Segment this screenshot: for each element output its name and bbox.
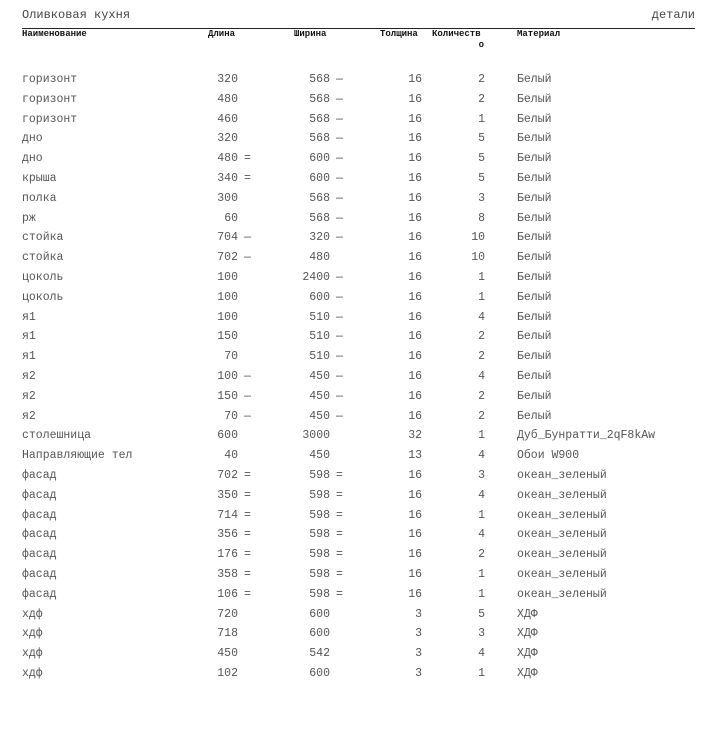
cell-material: океан_зеленый: [517, 488, 607, 502]
cell-material: ХДФ: [517, 627, 538, 641]
cell-name: цоколь: [22, 290, 64, 304]
cell-width: 450: [309, 409, 330, 423]
cell-length-edge-mark: =: [244, 548, 251, 562]
cell-length: 100: [217, 270, 238, 284]
cell-width-edge-mark: —: [336, 369, 343, 383]
cell-length: 320: [217, 73, 238, 86]
column-header-quantity-line2: о: [478, 40, 484, 50]
column-header-width: Ширина: [294, 29, 327, 39]
report-section-label: детали: [651, 8, 695, 22]
cell-length: 70: [224, 409, 238, 423]
column-header-thickness: Толщина: [380, 29, 418, 39]
cell-width-edge-mark: —: [336, 112, 343, 126]
cell-quantity: 4: [478, 310, 485, 324]
cell-name: хдф: [22, 666, 43, 680]
cell-material: Белый: [517, 350, 552, 364]
cell-thickness: 16: [408, 251, 422, 265]
cell-material: ХДФ: [517, 666, 538, 680]
cell-material: океан_зеленый: [517, 528, 607, 542]
cell-length-edge-mark: —: [244, 231, 251, 245]
cell-material: Белый: [517, 290, 552, 304]
cell-quantity: 5: [478, 132, 485, 146]
table-row: [0, 70, 712, 90]
cell-width: 598: [309, 528, 330, 542]
cell-name: я2: [22, 409, 36, 423]
cell-material: океан_зеленый: [517, 508, 607, 522]
cell-length-edge-mark: =: [244, 567, 251, 581]
cell-length: 150: [217, 389, 238, 403]
cell-name: горизонт: [22, 112, 78, 126]
cell-material: Белый: [517, 73, 552, 86]
cell-name: я1: [22, 310, 36, 324]
cell-thickness: 16: [408, 330, 422, 344]
cell-material: Белый: [517, 191, 552, 205]
cell-width-edge-mark: —: [336, 350, 343, 364]
table-row: [0, 367, 712, 387]
table-row: [0, 466, 712, 486]
cell-material: Белый: [517, 152, 552, 166]
cell-quantity: 2: [478, 73, 485, 86]
cell-length: 176: [217, 548, 238, 562]
cell-quantity: 1: [478, 290, 485, 304]
cell-material: Белый: [517, 112, 552, 126]
cell-width-edge-mark: —: [336, 270, 343, 284]
cell-name: фасад: [22, 468, 57, 482]
cell-name: стойка: [22, 231, 64, 245]
cell-quantity: 2: [478, 92, 485, 106]
cell-length: 702: [217, 251, 238, 265]
column-header-material: Материал: [517, 29, 561, 39]
cell-thickness: 16: [408, 191, 422, 205]
cell-width: 450: [309, 369, 330, 383]
table-row: [0, 209, 712, 229]
cell-thickness: 16: [408, 211, 422, 225]
cell-length: 350: [217, 488, 238, 502]
cell-material: Обои W900: [517, 449, 580, 463]
table-row: [0, 268, 712, 288]
cell-width-edge-mark: —: [336, 171, 343, 185]
cell-material: Белый: [517, 132, 552, 146]
cell-length: 702: [217, 468, 238, 482]
cell-width: 598: [309, 587, 330, 601]
cell-width: 600: [309, 171, 330, 185]
table-row: [0, 506, 712, 526]
cell-length: 70: [224, 350, 238, 364]
cell-quantity: 5: [478, 152, 485, 166]
cell-length-edge-mark: =: [244, 528, 251, 542]
table-row: [0, 664, 712, 684]
cell-quantity: 2: [478, 548, 485, 562]
cell-thickness: 16: [408, 488, 422, 502]
cell-width: 3000: [302, 429, 330, 443]
cell-quantity: 1: [478, 567, 485, 581]
cell-width: 568: [309, 73, 330, 86]
column-header-name: Наименование: [22, 29, 87, 39]
cell-thickness: 13: [408, 449, 422, 463]
cell-quantity: 8: [478, 211, 485, 225]
cell-name: хдф: [22, 647, 43, 661]
cell-width-edge-mark: —: [336, 409, 343, 423]
cell-thickness: 16: [408, 389, 422, 403]
cell-width: 542: [309, 647, 330, 661]
cell-quantity: 2: [478, 350, 485, 364]
cell-width-edge-mark: —: [336, 389, 343, 403]
cell-quantity: 1: [478, 429, 485, 443]
cell-quantity: 5: [478, 607, 485, 621]
report-title: Оливковая кухня: [22, 8, 131, 22]
cell-length: 102: [217, 666, 238, 680]
cell-length: 60: [224, 211, 238, 225]
cell-length: 480: [217, 92, 238, 106]
cell-thickness: 16: [408, 132, 422, 146]
cell-length: 100: [217, 369, 238, 383]
cell-material: океан_зеленый: [517, 468, 607, 482]
cell-material: Дуб_Бунратти_2qF8kAw: [517, 429, 656, 443]
cell-quantity: 4: [478, 369, 485, 383]
cell-width: 510: [309, 350, 330, 364]
cell-width-edge-mark: =: [336, 468, 343, 482]
cell-thickness: 16: [408, 468, 422, 482]
cell-quantity: 3: [478, 191, 485, 205]
cell-name: фасад: [22, 567, 57, 581]
cell-quantity: 2: [478, 389, 485, 403]
cell-width-edge-mark: —: [336, 211, 343, 225]
cell-width-edge-mark: —: [336, 231, 343, 245]
cell-width-edge-mark: =: [336, 528, 343, 542]
table-row: [0, 624, 712, 644]
cell-quantity: 4: [478, 449, 485, 463]
cell-length: 714: [217, 508, 238, 522]
cell-thickness: 16: [408, 528, 422, 542]
cell-name: я1: [22, 330, 36, 344]
cell-material: Белый: [517, 251, 552, 265]
cell-name: крыша: [22, 171, 57, 185]
cell-length-edge-mark: =: [244, 468, 251, 482]
cell-length-edge-mark: =: [244, 508, 251, 522]
cell-length-edge-mark: =: [244, 488, 251, 502]
cell-thickness: 16: [408, 73, 422, 86]
cell-thickness: 16: [408, 587, 422, 601]
cell-thickness: 16: [408, 310, 422, 324]
cell-length: 340: [217, 171, 238, 185]
cell-material: ХДФ: [517, 647, 538, 661]
cell-width-edge-mark: —: [336, 191, 343, 205]
cell-quantity: 3: [478, 468, 485, 482]
cell-length: 106: [217, 587, 238, 601]
cell-width: 600: [309, 627, 330, 641]
cell-name: цоколь: [22, 270, 64, 284]
table-row: [0, 585, 712, 605]
cell-name: я2: [22, 389, 36, 403]
cell-quantity: 1: [478, 666, 485, 680]
cell-length-edge-mark: —: [244, 251, 251, 265]
cell-length: 450: [217, 647, 238, 661]
cell-length-edge-mark: —: [244, 389, 251, 403]
cell-material: океан_зеленый: [517, 567, 607, 581]
table-row: [0, 605, 712, 625]
cell-thickness: 16: [408, 92, 422, 106]
cell-material: ХДФ: [517, 607, 538, 621]
cell-length: 460: [217, 112, 238, 126]
cell-quantity: 1: [478, 112, 485, 126]
cell-width: 598: [309, 468, 330, 482]
cell-length: 356: [217, 528, 238, 542]
cell-width-edge-mark: =: [336, 488, 343, 502]
cell-thickness: 16: [408, 270, 422, 284]
cell-material: океан_зеленый: [517, 548, 607, 562]
cell-width-edge-mark: —: [336, 290, 343, 304]
cell-thickness: 16: [408, 290, 422, 304]
cell-material: океан_зеленый: [517, 587, 607, 601]
cell-thickness: 16: [408, 171, 422, 185]
cell-length: 480: [217, 152, 238, 166]
cell-thickness: 16: [408, 231, 422, 245]
cell-length: 100: [217, 310, 238, 324]
cell-length: 704: [217, 231, 238, 245]
cell-length-edge-mark: =: [244, 152, 251, 166]
table-row: [0, 308, 712, 328]
cell-name: Направляющие тел: [22, 449, 133, 463]
cell-width: 450: [309, 389, 330, 403]
cell-thickness: 3: [415, 627, 422, 641]
table-row: [0, 565, 712, 585]
cell-width-edge-mark: —: [336, 152, 343, 166]
cell-name: я2: [22, 369, 36, 383]
cell-name: дно: [22, 152, 43, 166]
header-divider: [22, 28, 695, 29]
table-row: [0, 486, 712, 506]
cell-thickness: 16: [408, 548, 422, 562]
cell-width: 598: [309, 508, 330, 522]
cell-width-edge-mark: —: [336, 92, 343, 106]
cell-name: фасад: [22, 587, 57, 601]
table-row: [0, 288, 712, 308]
table-row: [0, 525, 712, 545]
table-row: [0, 169, 712, 189]
cell-name: столешница: [22, 429, 92, 443]
table-row: [0, 149, 712, 169]
cell-width: 568: [309, 191, 330, 205]
cell-name: фасад: [22, 528, 57, 542]
cell-length: 300: [217, 191, 238, 205]
table-row: [0, 90, 712, 110]
cell-name: горизонт: [22, 73, 78, 86]
cell-material: Белый: [517, 270, 552, 284]
cell-width: 480: [309, 251, 330, 265]
cell-width: 600: [309, 290, 330, 304]
cell-quantity: 4: [478, 488, 485, 502]
cell-width: 598: [309, 488, 330, 502]
cell-name: рж: [22, 211, 36, 225]
cell-thickness: 16: [408, 152, 422, 166]
cell-quantity: 3: [478, 627, 485, 641]
cell-width: 600: [309, 152, 330, 166]
cell-name: фасад: [22, 488, 57, 502]
cell-quantity: 1: [478, 270, 485, 284]
cell-material: Белый: [517, 211, 552, 225]
cell-width-edge-mark: —: [336, 310, 343, 324]
cell-length: 40: [224, 449, 238, 463]
cell-quantity: 10: [471, 251, 485, 265]
cell-width: 450: [309, 449, 330, 463]
cell-material: Белый: [517, 171, 552, 185]
table-row: [0, 110, 712, 130]
cell-length-edge-mark: —: [244, 369, 251, 383]
cell-quantity: 1: [478, 587, 485, 601]
cell-name: фасад: [22, 548, 57, 562]
table-row: [0, 347, 712, 367]
column-header-quantity: [432, 29, 488, 51]
table-row: [0, 426, 712, 446]
cell-quantity: 2: [478, 409, 485, 423]
cell-name: дно: [22, 132, 43, 146]
table-row: [0, 407, 712, 427]
cell-material: Белый: [517, 409, 552, 423]
column-header-quantity-line1: Количеств: [432, 29, 481, 39]
cell-quantity: 4: [478, 647, 485, 661]
cell-material: Белый: [517, 310, 552, 324]
cell-width: 320: [309, 231, 330, 245]
cell-width: 510: [309, 330, 330, 344]
table-row: [0, 387, 712, 407]
cell-quantity: 1: [478, 508, 485, 522]
cell-name: хдф: [22, 627, 43, 641]
cell-material: Белый: [517, 389, 552, 403]
cell-width: 568: [309, 132, 330, 146]
cell-name: я1: [22, 350, 36, 364]
table-row: [0, 545, 712, 565]
cell-width: 568: [309, 92, 330, 106]
cell-thickness: 16: [408, 567, 422, 581]
cell-material: Белый: [517, 330, 552, 344]
cell-length: 100: [217, 290, 238, 304]
cell-name: полка: [22, 191, 57, 205]
cell-name: стойка: [22, 251, 64, 265]
cell-length: 320: [217, 132, 238, 146]
cell-length-edge-mark: =: [244, 171, 251, 185]
cell-thickness: 16: [408, 112, 422, 126]
cell-width: 598: [309, 567, 330, 581]
cell-width: 600: [309, 607, 330, 621]
cell-thickness: 16: [408, 409, 422, 423]
cell-width: 568: [309, 112, 330, 126]
table-row: [0, 189, 712, 209]
cell-name: фасад: [22, 508, 57, 522]
cell-width-edge-mark: =: [336, 587, 343, 601]
cell-quantity: 2: [478, 330, 485, 344]
cell-quantity: 4: [478, 528, 485, 542]
cell-material: Белый: [517, 231, 552, 245]
parts-table: [0, 70, 712, 684]
cell-thickness: 3: [415, 666, 422, 680]
cell-name: горизонт: [22, 92, 78, 106]
cell-material: Белый: [517, 92, 552, 106]
table-row: [0, 446, 712, 466]
cell-length: 150: [217, 330, 238, 344]
cell-width-edge-mark: —: [336, 132, 343, 146]
cell-thickness: 16: [408, 369, 422, 383]
cell-length: 600: [217, 429, 238, 443]
cell-material: Белый: [517, 369, 552, 383]
cell-width: 600: [309, 666, 330, 680]
cell-length-edge-mark: —: [244, 409, 251, 423]
cell-thickness: 16: [408, 508, 422, 522]
cell-length: 358: [217, 567, 238, 581]
cell-thickness: 16: [408, 350, 422, 364]
table-row: [0, 228, 712, 248]
cell-quantity: 10: [471, 231, 485, 245]
cell-width: 598: [309, 548, 330, 562]
cell-length: 718: [217, 627, 238, 641]
cell-width: 568: [309, 211, 330, 225]
table-row: [0, 129, 712, 149]
cell-thickness: 3: [415, 607, 422, 621]
cell-width-edge-mark: =: [336, 548, 343, 562]
cell-thickness: 3: [415, 647, 422, 661]
cell-width-edge-mark: =: [336, 508, 343, 522]
cell-thickness: 32: [408, 429, 422, 443]
cell-quantity: 5: [478, 171, 485, 185]
column-header-length: Длина: [208, 29, 236, 39]
cell-width: 510: [309, 310, 330, 324]
cell-length: 720: [217, 607, 238, 621]
cell-width-edge-mark: =: [336, 567, 343, 581]
cell-width-edge-mark: —: [336, 73, 343, 86]
table-row: [0, 644, 712, 664]
cell-width: 2400: [302, 270, 330, 284]
cell-width-edge-mark: —: [336, 330, 343, 344]
table-row: [0, 248, 712, 268]
table-row: [0, 327, 712, 347]
cell-name: хдф: [22, 607, 43, 621]
cell-length-edge-mark: =: [244, 587, 251, 601]
